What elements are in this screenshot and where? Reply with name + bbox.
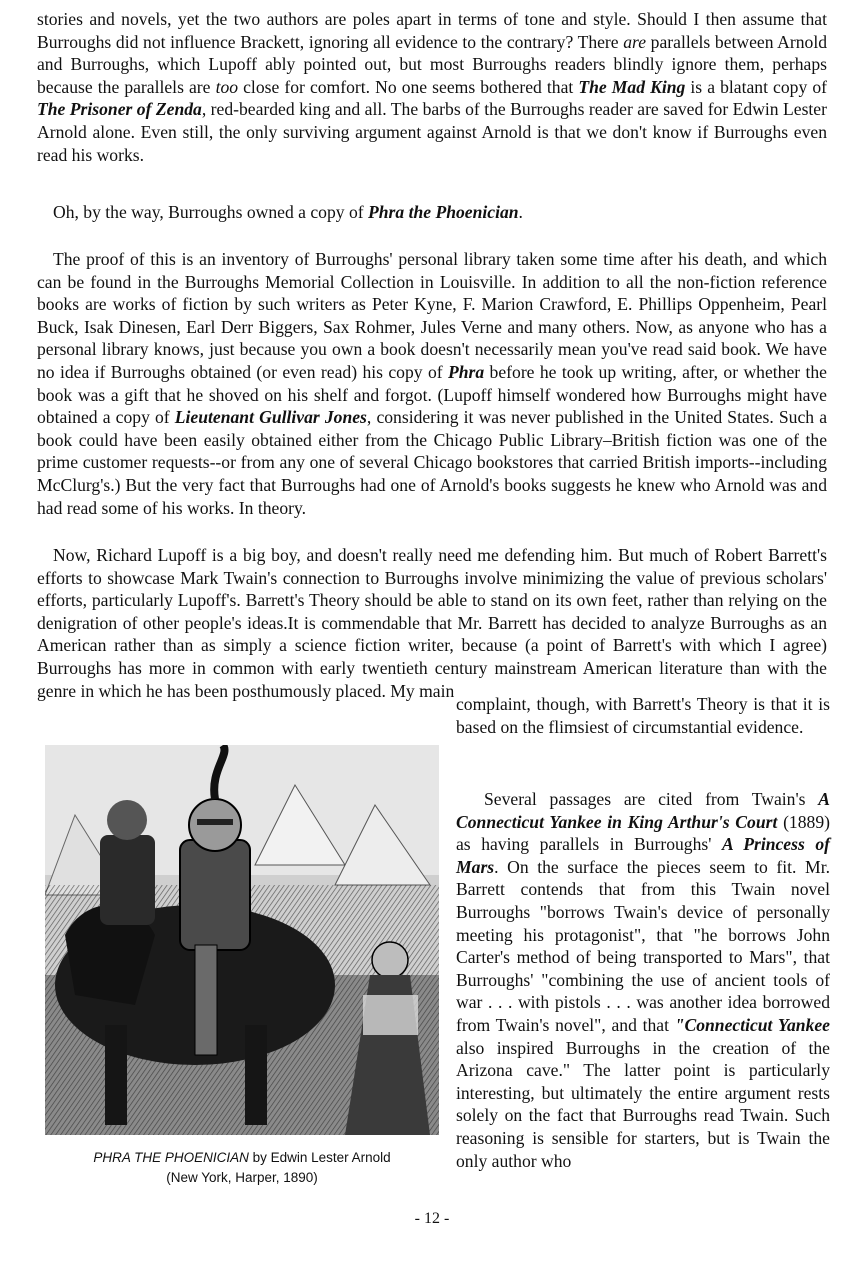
text-run: , red-bearded king and all. The barbs of the Burroughs reader are saved for Edwin Lester Arnold alone. Even still, the only surviving argument against Arnold is that we don't know if Burroughs even read his works. xyxy=(37,99,827,165)
paragraph-3 xyxy=(37,248,827,519)
book-title-princess-of-mars: A Princess of Mars xyxy=(456,834,830,877)
book-title-phra-short: Phra xyxy=(447,361,485,382)
paragraph-2 xyxy=(37,201,827,224)
book-title-zenda: The Prisoner of Zenda xyxy=(37,99,202,120)
text-run: The proof of this is an inventory of Burroughs' personal library taken some time after his death, and which can be found in the Burroughs Memorial Collection in Louisville. In addition to all the non-fiction reference books are works of fiction by such writers as Peter Kyne, F. Marion Crawford, E. Phillips Oppenheim, Pearl Buck, Isak Dinesen, Earl Derr Biggers, Sax Rohmer, Jules Verne and many others. Now, as anyone who has a personal library knows, just because you own a book doesn't necessarily mean you've read said book. We have no idea if Burroughs obtained (or even read) his copy of xyxy=(37,249,827,382)
paragraph-4 xyxy=(37,544,827,702)
figure-caption xyxy=(45,1148,439,1188)
caption-line-1 xyxy=(45,1148,439,1168)
engraving-illustration xyxy=(45,745,439,1135)
book-title-connecticut-yankee-quote: "Connecticut Yankee xyxy=(674,1014,830,1035)
paragraph-4-continued xyxy=(456,693,830,738)
text-run: parallels between Arnold and Burroughs, which Lupoff ably pointed out, but most Burroughs readers blindly ignore them, perhaps because the parallels are xyxy=(37,31,828,97)
caption-title: PHRA THE PHOENICIAN xyxy=(93,1150,249,1165)
book-title-phra: Phra the Phoenician xyxy=(368,202,519,222)
paragraph-1 xyxy=(37,8,827,166)
text-run: complaint, though, with Barrett's Theory is that it is based on the flimsiest of circumstantial evidence. xyxy=(456,694,830,737)
emphasis-too: too xyxy=(215,76,239,97)
book-title-gullivar-jones: Lieutenant Gullivar Jones xyxy=(174,407,367,428)
text-run: Oh, by the way, Burroughs owned a copy of xyxy=(53,202,368,222)
illustration-knight-on-horseback xyxy=(45,745,439,1135)
caption-author: by Edwin Lester Arnold xyxy=(248,1150,391,1165)
text-run: close for comfort. No one seems bothered that xyxy=(238,76,579,97)
text-run: before he took up writing, after, or whether the book was a gift that he shoved on his shelf and forgot. (Lupoff himself wondered how Burroughs might have obtained a copy of xyxy=(37,361,827,428)
text-run: also inspired Burroughs in the creation of the Arizona cave." The latter point is particularly interesting, but ultimately the entire argument rests solely on the fact that Burroughs read Twain. Such reasoning is sensible for starters, but is Twain the only author who xyxy=(456,1037,830,1171)
text-run: is a blatant copy of xyxy=(685,76,827,97)
paragraph-5 xyxy=(456,788,830,1172)
page-number: - 12 - xyxy=(414,1210,450,1227)
text-run: stories and novels, yet the two authors are poles apart in terms of tone and style. Should I then assume that Burroughs did not influence Brackett, ignoring all evidence to the contrary? There xyxy=(37,9,827,52)
book-title-connecticut-yankee: A Connecticut Yankee in King Arthur's Court xyxy=(456,789,830,832)
book-title-mad-king: The Mad King xyxy=(578,76,686,97)
text-run: . xyxy=(518,202,523,222)
text-run: (1889) as having parallels in Burroughs' xyxy=(456,811,830,855)
text-run: Now, Richard Lupoff is a big boy, and doesn't really need me defending him. But much of Robert Barrett's efforts to showcase Mark Twain's connection to Burroughs involve minimizing the value of previous scholars' efforts, particularly Lupoff's. Barrett's Theory should be able to stand on its own feet, rather than relying on the denigration of other people's ideas.It is commendable that Mr. Barrett has decided to analyze Burroughs as an American rather than as simply a science fiction writer, because (a point of Barrett's with which I agree) Burroughs has more in common with early twentieth century mainstream American literature than with the genre in which he has been posthumously placed. My main xyxy=(37,545,827,701)
caption-publication: (New York, Harper, 1890) xyxy=(166,1170,318,1185)
text-run: , considering it was never published in the United States. Such a book could have been easily obtained either from the Chicago Public Library–British fiction was one of the prime customer requests--or from any one of several Chicago bookstores that carried British imports--including McClurg's.) But the very fact that Burroughs had one of Arnold's books suggests he knew who Arnold was and had read some of his works. In theory. xyxy=(37,407,827,518)
text-run: Several passages are cited from Twain's xyxy=(484,789,819,809)
text-run: . On the surface the pieces seem to fit. Mr. Barrett contends that from this Twain novel Burroughs "borrows Twain's device of personally meeting his protagonist", that "he borrows John Carter's method of being transported to Mars", that Burroughs' "combining the use of ancient tools of war . . . with pistols . . . was another idea borrowed from Twain's novel", and that xyxy=(456,856,830,1035)
emphasis-are: are xyxy=(623,31,647,52)
